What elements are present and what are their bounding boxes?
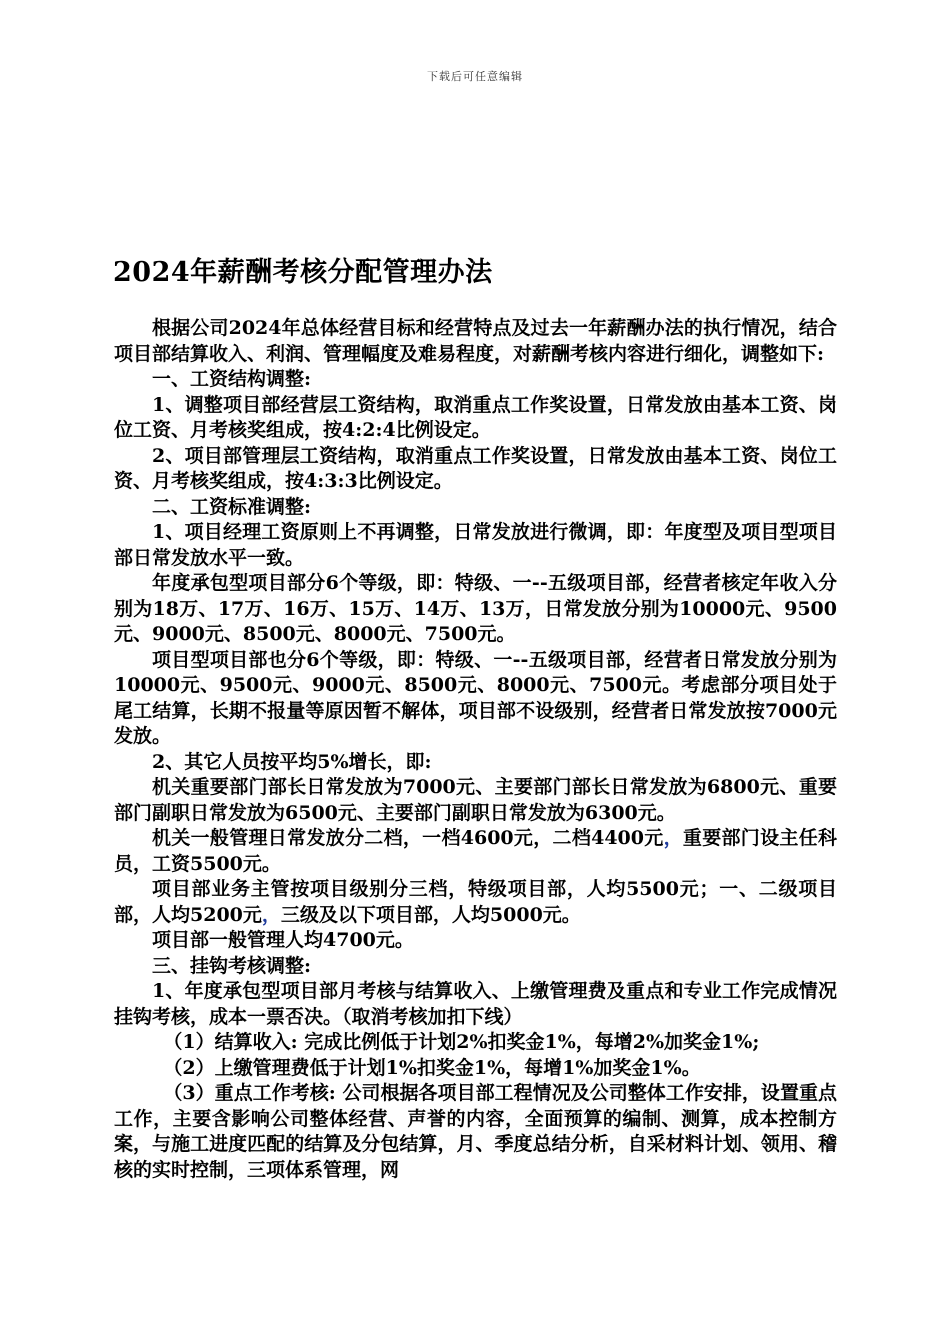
section-heading-salary-standard: 二、工资标准调整:	[152, 495, 312, 518]
document-title: 2024年薪酬考核分配管理办法	[113, 257, 493, 288]
paragraph-monthly-assessment: 1、年度承包型项目部月考核与结算收入、上缴管理费及重点和专业工作完成情况挂钩考核，成本一票否决。（取消考核加扣下线）	[114, 980, 837, 1028]
business-supervisor-text-a: 项目部业务主管按项目级别分三档，特级项目部，人均5500元；一、二级项目部，人均5200元	[114, 878, 837, 926]
section-heading-salary-structure: 一、工资结构调整:	[152, 368, 312, 390]
paragraph-general-management	[114, 826, 837, 877]
business-supervisor-text-b: 三级及以下项目部，人均5000元。	[280, 903, 581, 926]
paragraph-pm-salary: 1、项目经理工资原则上不再调整，日常发放进行微调，即：年度型及项目型项目部日常发放水平一致。	[114, 521, 837, 569]
general-management-blue-comma: ，	[663, 827, 683, 849]
intro-paragraph: 根据公司2024年总体经营目标和经营特点及过去一年薪酬办法的执行情况，结合项目部结算收入、利润、管理幅度及难易程度，对薪酬考核内容进行细化，调整如下:	[114, 317, 837, 365]
general-management-text-a: 机关一般管理日常发放分二档，一档4600元，二档4400元	[152, 827, 664, 849]
paragraph-annual-contract-levels: 年度承包型项目部分6个等级，即：特级、一--五级项目部，经营者核定年收入分别为18万、17万、16万、15万、14万、13万，日常发放分别为10000元、9500元、9000元、8500元、8000元、7500元。	[114, 572, 837, 645]
paragraph-business-supervisor	[114, 877, 837, 928]
paragraph-operator-structure: 1、调整项目部经营层工资结构，取消重点工作奖设置，日常发放由基本工资、岗位工资、月考核奖组成，按4:2:4比例设定。	[114, 393, 837, 441]
general-management-text-b: 重要部门设主任科员，工资5500元。	[114, 827, 837, 875]
document-body	[114, 316, 837, 1183]
paragraph-other-staff-growth: 2、其它人员按平均5%增长，即:	[152, 750, 432, 773]
paragraph-project-general-management: 项目部一般管理人均4700元。	[152, 929, 414, 951]
business-supervisor-blue-comma: ，	[261, 903, 281, 926]
paragraph-key-work-assessment: （3）重点工作考核: 公司根据各项目部工程情况及公司整体工作安排，设置重点工作，主要含影响公司整体经营、声誉的内容，全面预算的编制、测算，成本控制方案，与施工进度匹配的结算及分包结算，月、季度总结分析，自采材料计划、领用、稽核的实时控制，三项体系管理，网	[114, 1082, 837, 1181]
section-heading-linked-assessment: 三、挂钩考核调整:	[152, 954, 312, 977]
paragraph-settlement-income: （1）结算收入: 完成比例低于计划2%扣奖金1%，每增2%加奖金1%;	[163, 1031, 760, 1053]
paragraph-manager-structure: 2、项目部管理层工资结构，取消重点工作奖设置，日常发放由基本工资、岗位工资、月考核奖组成，按4:3:3比例设定。	[114, 444, 837, 492]
paragraph-department-heads: 机关重要部门部长日常发放为7000元、主要部门部长日常发放为6800元、重要部门副职日常发放为6500元、主要部门副职日常发放为6300元。	[114, 776, 837, 824]
paragraph-management-fee: （2）上缴管理费低于计划1%扣奖金1%，每增1%加奖金1%。	[163, 1056, 701, 1079]
paragraph-project-type-levels: 项目型项目部也分6个等级，即：特级、一--五级项目部，经营者日常发放分别为10000元、9500元、9000元、8500元、8000元、7500元。考虑部分项目处于尾工结算，长期不报量等原因暂不解体，项目部不设级别，经营者日常发放按7000元发放。	[114, 648, 837, 747]
page-header-note: 下载后可任意编辑	[427, 70, 523, 83]
